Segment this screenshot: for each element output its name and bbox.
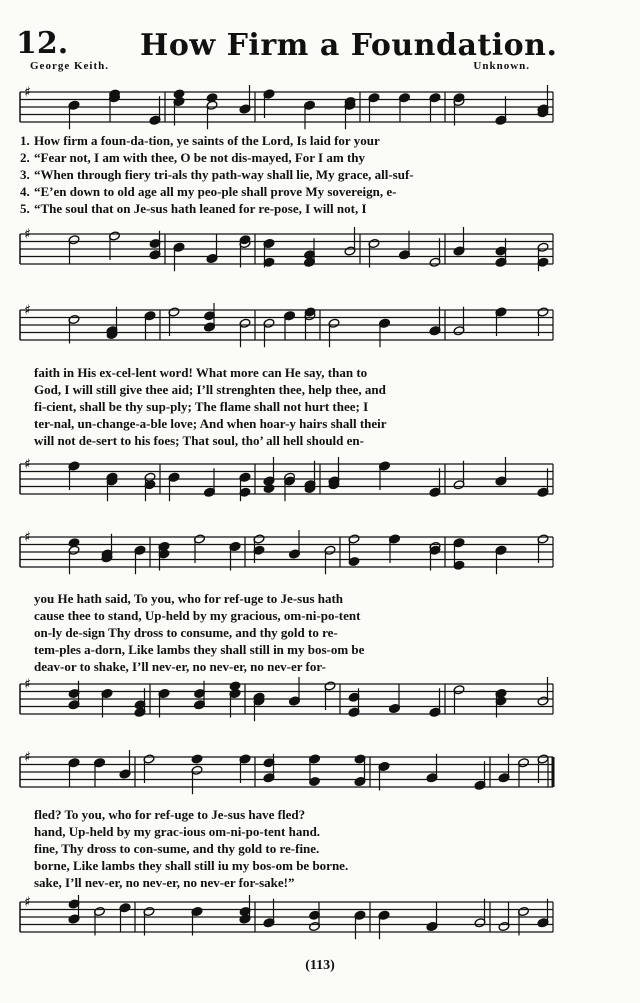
lyric-line: 4. “E’en down to old age all my peo-ple shall prove My sovereign, e- (20, 184, 397, 199)
lyric-line: hand, Up-held by my grac-ious om-ni-po-tent hand. (34, 824, 321, 839)
lyric-line: 2. “Fear not, I am with thee, O be not dis-mayed, For I am thy (20, 150, 366, 165)
sharp-sign: ♯ (24, 676, 31, 693)
verse-block-1 (20, 132, 550, 217)
author-credit: Unknown. (473, 60, 530, 72)
lyric-line: ter-nal, un-change-a-ble love; And when hoar-y hairs shall their (34, 416, 387, 431)
lyric-line: faith in His ex-cel-lent word! What more can He say, than to (34, 365, 368, 380)
hymn-title: How Firm a Foundation. (140, 28, 558, 63)
verse-block-4 (20, 806, 550, 891)
lyric-line: you He hath said, To you, who for ref-uge to Je-sus hath (34, 591, 344, 606)
sharp-sign: ♯ (24, 749, 31, 766)
lyric-line: 5. “The soul that on Je-sus hath leaned for re-pose, I will not, I (20, 201, 367, 216)
lyric-line: on-ly de-sign Thy dross to consume, and thy gold to re- (34, 625, 338, 640)
sharp-sign: ♯ (24, 226, 31, 243)
lyric-line: cause thee to stand, Up-held by my gracious, om-ni-po-tent (34, 608, 361, 623)
note-head (68, 538, 80, 548)
note-head (263, 483, 275, 493)
bass-staff-1 (0, 222, 640, 282)
sharp-sign: ♯ (24, 529, 31, 546)
sharp-sign: ♯ (24, 84, 31, 101)
treble-staff-2 (0, 298, 640, 358)
treble-staff-3 (0, 525, 640, 585)
lyric-line: fi-cient, shall be thy sup-ply; The flame shall not hurt thee; I (34, 399, 369, 414)
composer-credit: George Keith. (30, 60, 109, 72)
lyric-line: 3. “When through fiery tri-als thy path-way shall lie, My grace, all-suf- (20, 167, 414, 182)
sharp-sign: ♯ (24, 302, 31, 319)
lyric-line: sake, I’ll nev-er, no nev-er, no nev-er for-sake!” (34, 875, 295, 890)
page-number: (113) (305, 958, 335, 973)
sharp-sign: ♯ (24, 456, 31, 473)
lyric-line: borne, Like lambs they shall still iu my bos-om be borne. (34, 858, 349, 873)
verse-block-2 (20, 364, 550, 449)
lyric-line: deav-or to shake, I’ll nev-er, no nev-er, no nev-er for- (34, 659, 326, 674)
bass-staff-4 (0, 890, 640, 950)
note-head (191, 754, 203, 764)
lyric-line: fine, Thy dross to con-sume, and thy gold to re-fine. (34, 841, 320, 856)
hymn-number: 12. (16, 26, 69, 61)
lyric-line: tem-ples a-dorn, Like lambs they shall still in my bos-om be (34, 642, 365, 657)
bass-staff-2 (0, 452, 640, 512)
lyric-line: will not de-sert to his foes; That soul, tho’ all hell should en- (34, 433, 364, 448)
note-head (229, 681, 241, 691)
verse-block-3 (20, 590, 550, 675)
bass-staff-3 (0, 672, 640, 732)
note-head (173, 89, 185, 99)
lyric-line: fled? To you, who for ref-uge to Je-sus have fled? (34, 807, 306, 822)
lyric-line: 1. How firm a foun-da-tion, ye saints of the Lord, Is laid for your (20, 133, 380, 148)
lyric-line: God, I will still give thee aid; I’ll strenghten thee, help thee, and (34, 382, 386, 397)
note-head (206, 93, 218, 103)
treble-staff-4 (0, 745, 640, 805)
sharp-sign: ♯ (24, 894, 31, 911)
treble-staff-1 (0, 80, 640, 140)
